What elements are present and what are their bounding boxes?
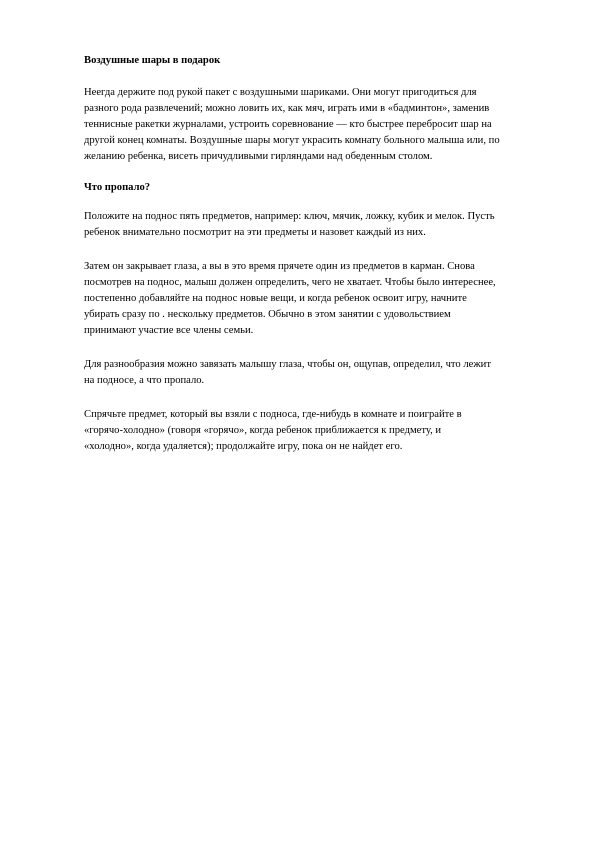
text-line: убирать сразу по . нескольку предметов. Обычно в этом занятии с удовольствием: [84, 309, 451, 320]
paragraph-hot-cold: [84, 407, 544, 455]
text-line: «холодно», когда удаляется); продолжайте игру, пока он не найдет его.: [84, 441, 403, 452]
paragraph-hide-item: [84, 259, 544, 339]
paragraph-blindfold: [84, 357, 544, 389]
text-line: Спрячьте предмет, который вы взяли с подноса, где-нибудь в комнате и поиграйте в: [84, 409, 462, 420]
document-page: [84, 54, 544, 473]
text-line: посмотрев на поднос, малыш должен определить, чего не хватает. Чтобы было интереснее,: [84, 277, 496, 288]
text-line: теннисные ракетки журналами, устроить соревнование — кто быстрее перебросит шар на: [84, 119, 492, 130]
text-line: принимают участие все члены семьи.: [84, 325, 254, 336]
text-line: другой конец комнаты. Воздушные шары могут украсить комнату больного малыша или, по: [84, 135, 500, 146]
text-line: Положите на поднос пять предметов, например: ключ, мячик, ложку, кубик и мелок. Пусть: [84, 211, 495, 222]
paragraph-tray-items: [84, 209, 544, 241]
text-line: Затем он закрывает глаза, а вы в это время прячете один из предметов в карман. Снова: [84, 261, 475, 272]
paragraph-balloons: [84, 85, 544, 165]
text-line: Для разнообразия можно завязать малышу глаза, чтобы он, ощупав, определил, что лежит: [84, 359, 491, 370]
text-line: желанию ребенка, висеть причудливыми гирляндами над обеденным столом.: [84, 151, 433, 162]
text-line: постепенно добавляйте на поднос новые вещи, и когда ребенок освоит игру, начните: [84, 293, 467, 304]
section-heading-balloons: Воздушные шары в подарок: [84, 55, 221, 66]
text-line: на подносе, а что пропало.: [84, 375, 205, 386]
text-line: ребенок внимательно посмотрит на эти предметы и назовет каждый из них.: [84, 227, 426, 238]
section-heading-what-is-missing: Что пропало?: [84, 182, 151, 193]
text-line: Неегда держите под рукой пакет с воздушными шариками. Они могут пригодиться для: [84, 87, 477, 98]
text-line: разного рода развлечений; можно ловить их, как мяч, играть ими в «бадминтон», заменив: [84, 103, 490, 114]
text-line: «горячо-холодно» (говоря «горячо», когда ребенок приближается к предмету, и: [84, 425, 442, 436]
